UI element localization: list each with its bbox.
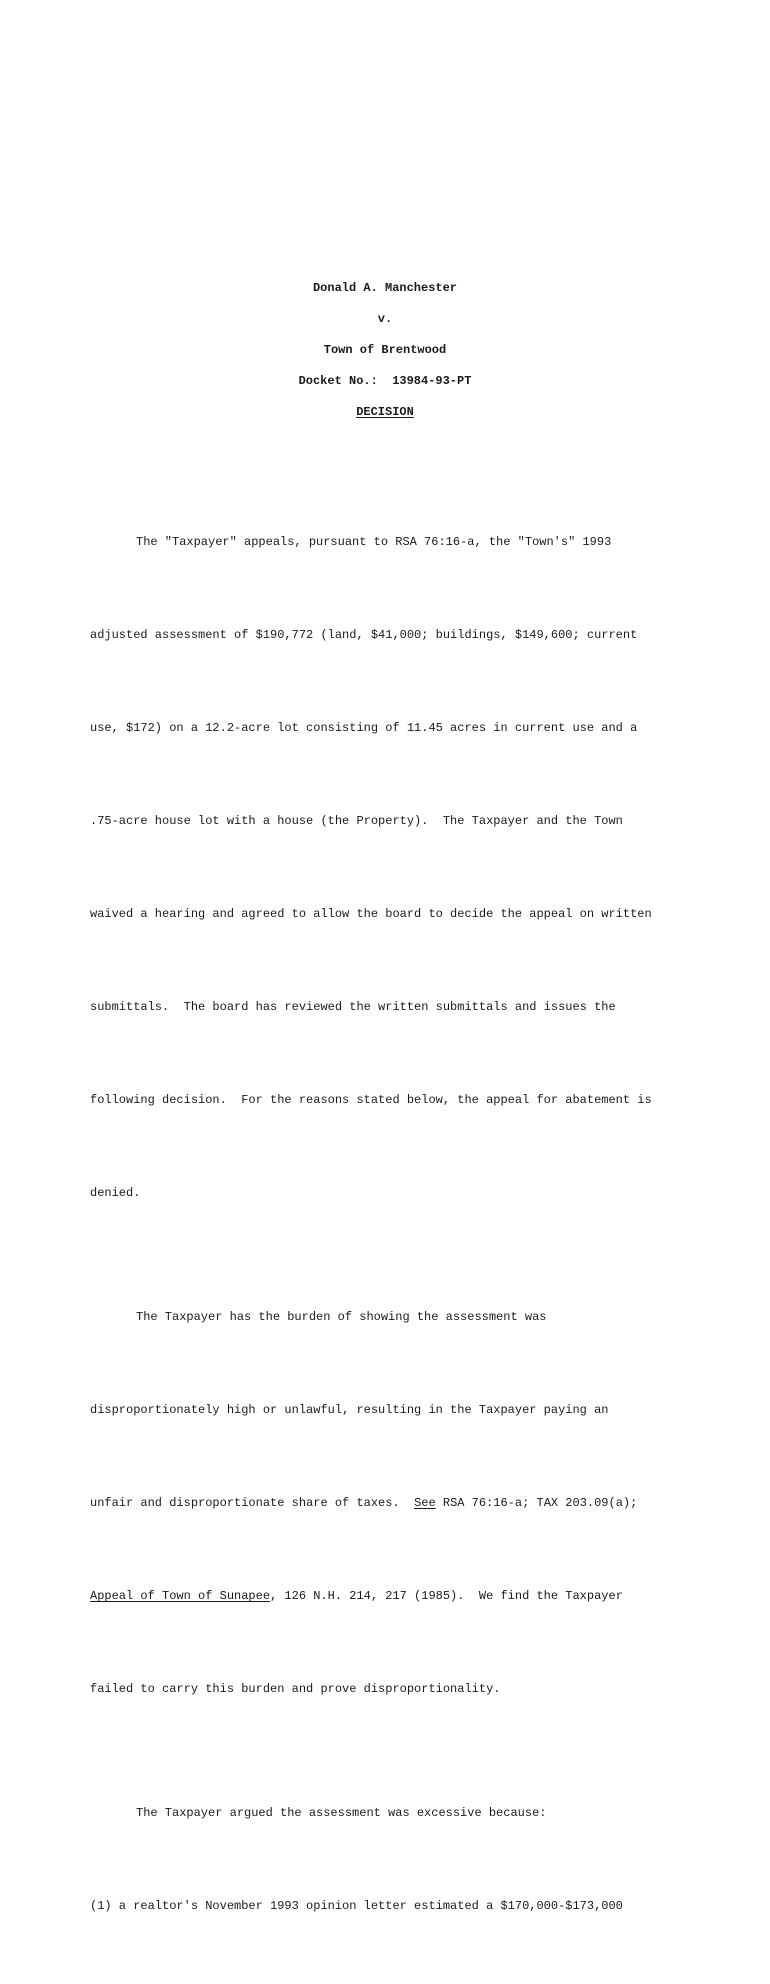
versus: v. [377,312,393,326]
party-two: Town of Brentwood [323,343,447,357]
p1-line-1: The "Taxpayer" appeals, pursuant to RSA 76:16-a, the "Town's" 1993 [136,535,612,549]
p2-line-5: failed to carry this burden and prove disproportionality. [90,1682,501,1696]
decision-body [90,465,690,1984]
p2-line-3-a: unfair and disproportionate share of taxes. [90,1496,415,1510]
p2-line-2: disproportionately high or unlawful, resulting in the Taxpayer paying an [90,1403,609,1417]
p3-line-2: (1) a realtor's November 1993 opinion letter estimated a $170,000-$173,000 [90,1899,623,1913]
see-signal: See [414,1496,436,1510]
p1-line-3: use, $172) on a 12.2-acre lot consisting of 11.45 acres in current use and a [90,721,638,735]
docket-number: Docket No.: 13984-93-PT [298,374,472,388]
p2-line-3-b: RSA 76:16-a; TAX 203.09(a); [435,1496,638,1510]
p2-line-1: The Taxpayer has the burden of showing the assessment was [136,1310,547,1324]
decision-title-text: DECISION [356,405,414,419]
case-citation: Appeal of Town of Sunapee [90,1589,271,1603]
p1-line-5: waived a hearing and agreed to allow the board to decide the appeal on written [90,907,652,921]
party-one: Donald A. Manchester [312,281,458,295]
p3-line-1: The Taxpayer argued the assessment was excessive because: [136,1806,547,1820]
p2-line-4-b: , 126 N.H. 214, 217 (1985). We find the Taxpayer [270,1589,623,1603]
decision-title [0,404,770,420]
p1-line-6: submittals. The board has reviewed the written submittals and issues the [90,1000,616,1014]
p1-line-7: following decision. For the reasons stated below, the appeal for abatement is [90,1093,652,1107]
p1-line-8: denied. [90,1186,141,1200]
p2-line-4 [90,1581,690,1612]
p1-line-2: adjusted assessment of $190,772 (land, $41,000; buildings, $149,600; current [90,628,638,642]
p1-line-4: .75-acre house lot with a house (the Property). The Taxpayer and the Town [90,814,623,828]
p2-line-3 [90,1488,690,1519]
